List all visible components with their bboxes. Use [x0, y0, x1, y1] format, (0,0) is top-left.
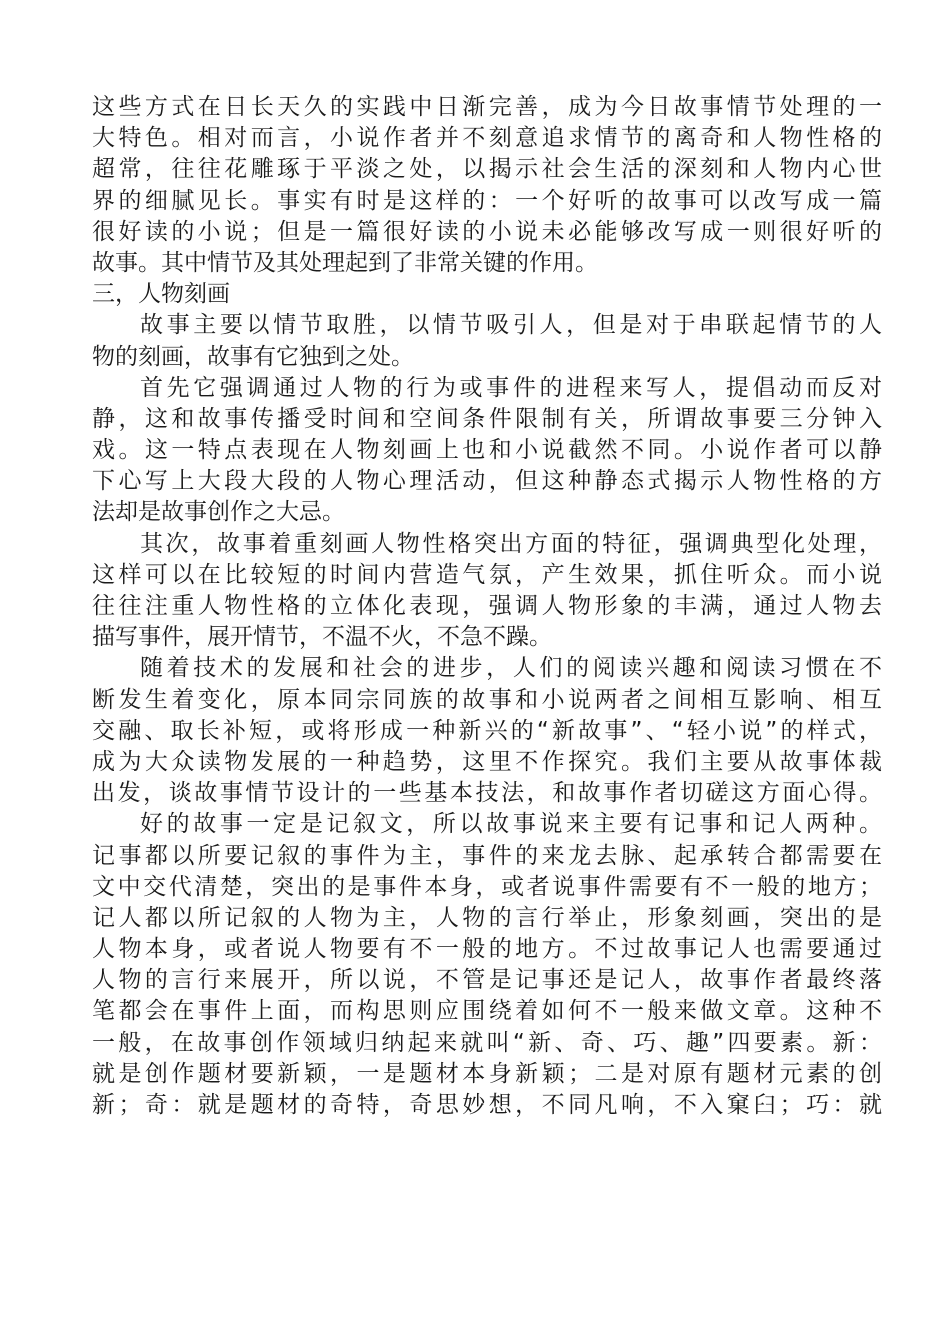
text-line: 笔都会在事件上面，而构思则应围绕着如何不一般来做文章。这种不: [92, 998, 882, 1025]
text-line: 首先它强调通过人物的行为或事件的进程来写人，提倡动而反对: [140, 374, 882, 401]
text-line: 人物本身，或者说人物要有不一般的地方。不过故事记人也需要通过: [92, 936, 882, 963]
text-line: 界的细腻见长。事实有时是这样的：一个好听的故事可以改写成一篇: [92, 187, 882, 214]
text-line: 戏。这一特点表现在人物刻画上也和小说截然不同。小说作者可以静: [92, 437, 882, 464]
text-line: 大特色。相对而言，小说作者并不刻意追求情节的离奇和人物性格的: [92, 125, 882, 152]
text-line: 物的刻画，故事有它独到之处。: [92, 343, 414, 370]
text-line: 一般，在故事创作领域归纳起来就叫“新、奇、巧、趣”四要素。新：: [92, 1029, 882, 1056]
text-line: 新；奇：就是题材的奇特，奇思妙想，不同凡响，不入窠臼；巧：就: [92, 1092, 882, 1118]
text-line: 记人都以所记叙的人物为主，人物的言行举止，形象刻画，突出的是: [92, 904, 882, 931]
text-line: 好的故事一定是记叙文，所以故事说来主要有记事和记人两种。: [140, 811, 882, 838]
text-line: 其次，故事着重刻画人物性格突出方面的特征，强调典型化处理，: [140, 530, 882, 557]
text-line: 记事都以所要记叙的事件为主，事件的来龙去脉、起承转合都需要在: [92, 842, 882, 869]
document-page: [92, 92, 882, 1121]
text-line: 超常，往往花雕琢于平淡之处，以揭示社会生活的深刻和人物内心世: [92, 156, 882, 183]
text-line: 故事主要以情节取胜，以情节吸引人，但是对于串联起情节的人: [140, 312, 882, 339]
text-line: 描写事件，展开情节，不温不火，不急不躁。: [92, 624, 552, 651]
text-line: 出发，谈故事情节设计的一些基本技法，和故事作者切磋这方面心得。: [92, 780, 882, 807]
text-line: 故事。其中情节及其处理起到了非常关键的作用。: [92, 249, 598, 276]
text-line: 三，人物刻画: [92, 281, 230, 308]
text-line: 随着技术的发展和社会的进步，人们的阅读兴趣和阅读习惯在不: [140, 655, 882, 682]
text-line: 法却是故事创作之大忌。: [92, 499, 345, 526]
text-line: 人物的言行来展开，所以说，不管是记事还是记人，故事作者最终落: [92, 967, 882, 994]
text-line: 这些方式在日长天久的实践中日渐完善，成为今日故事情节处理的一: [92, 94, 882, 120]
text-line: 静，这和故事传播受时间和空间条件限制有关，所谓故事要三分钟入: [92, 405, 882, 432]
text-line: 往往注重人物性格的立体化表现，强调人物形象的丰满，通过人物去: [92, 593, 882, 619]
text-line: 很好读的小说；但是一篇很好读的小说未必能够改写成一则很好听的: [92, 218, 882, 245]
text-line: 断发生着变化，原本同宗同族的故事和小说两者之间相互影响、相互: [92, 686, 882, 713]
text-line: 下心写上大段大段的人物心理活动，但这种静态式揭示人物性格的方: [92, 468, 882, 495]
text-line: 这样可以在比较短的时间内营造气氛，产生效果，抓住听众。而小说: [92, 561, 882, 588]
text-line: 文中交代清楚，突出的是事件本身，或者说事件需要有不一般的地方；: [92, 873, 882, 900]
text-line: 就是创作题材要新颖，一是题材本身新颖；二是对原有题材元素的创: [92, 1060, 882, 1087]
text-line: 成为大众读物发展的一种趋势，这里不作探究。我们主要从故事体裁: [92, 748, 882, 775]
text-line: 交融、取长补短，或将形成一种新兴的“新故事”、“轻小说”的样式，: [92, 717, 882, 744]
